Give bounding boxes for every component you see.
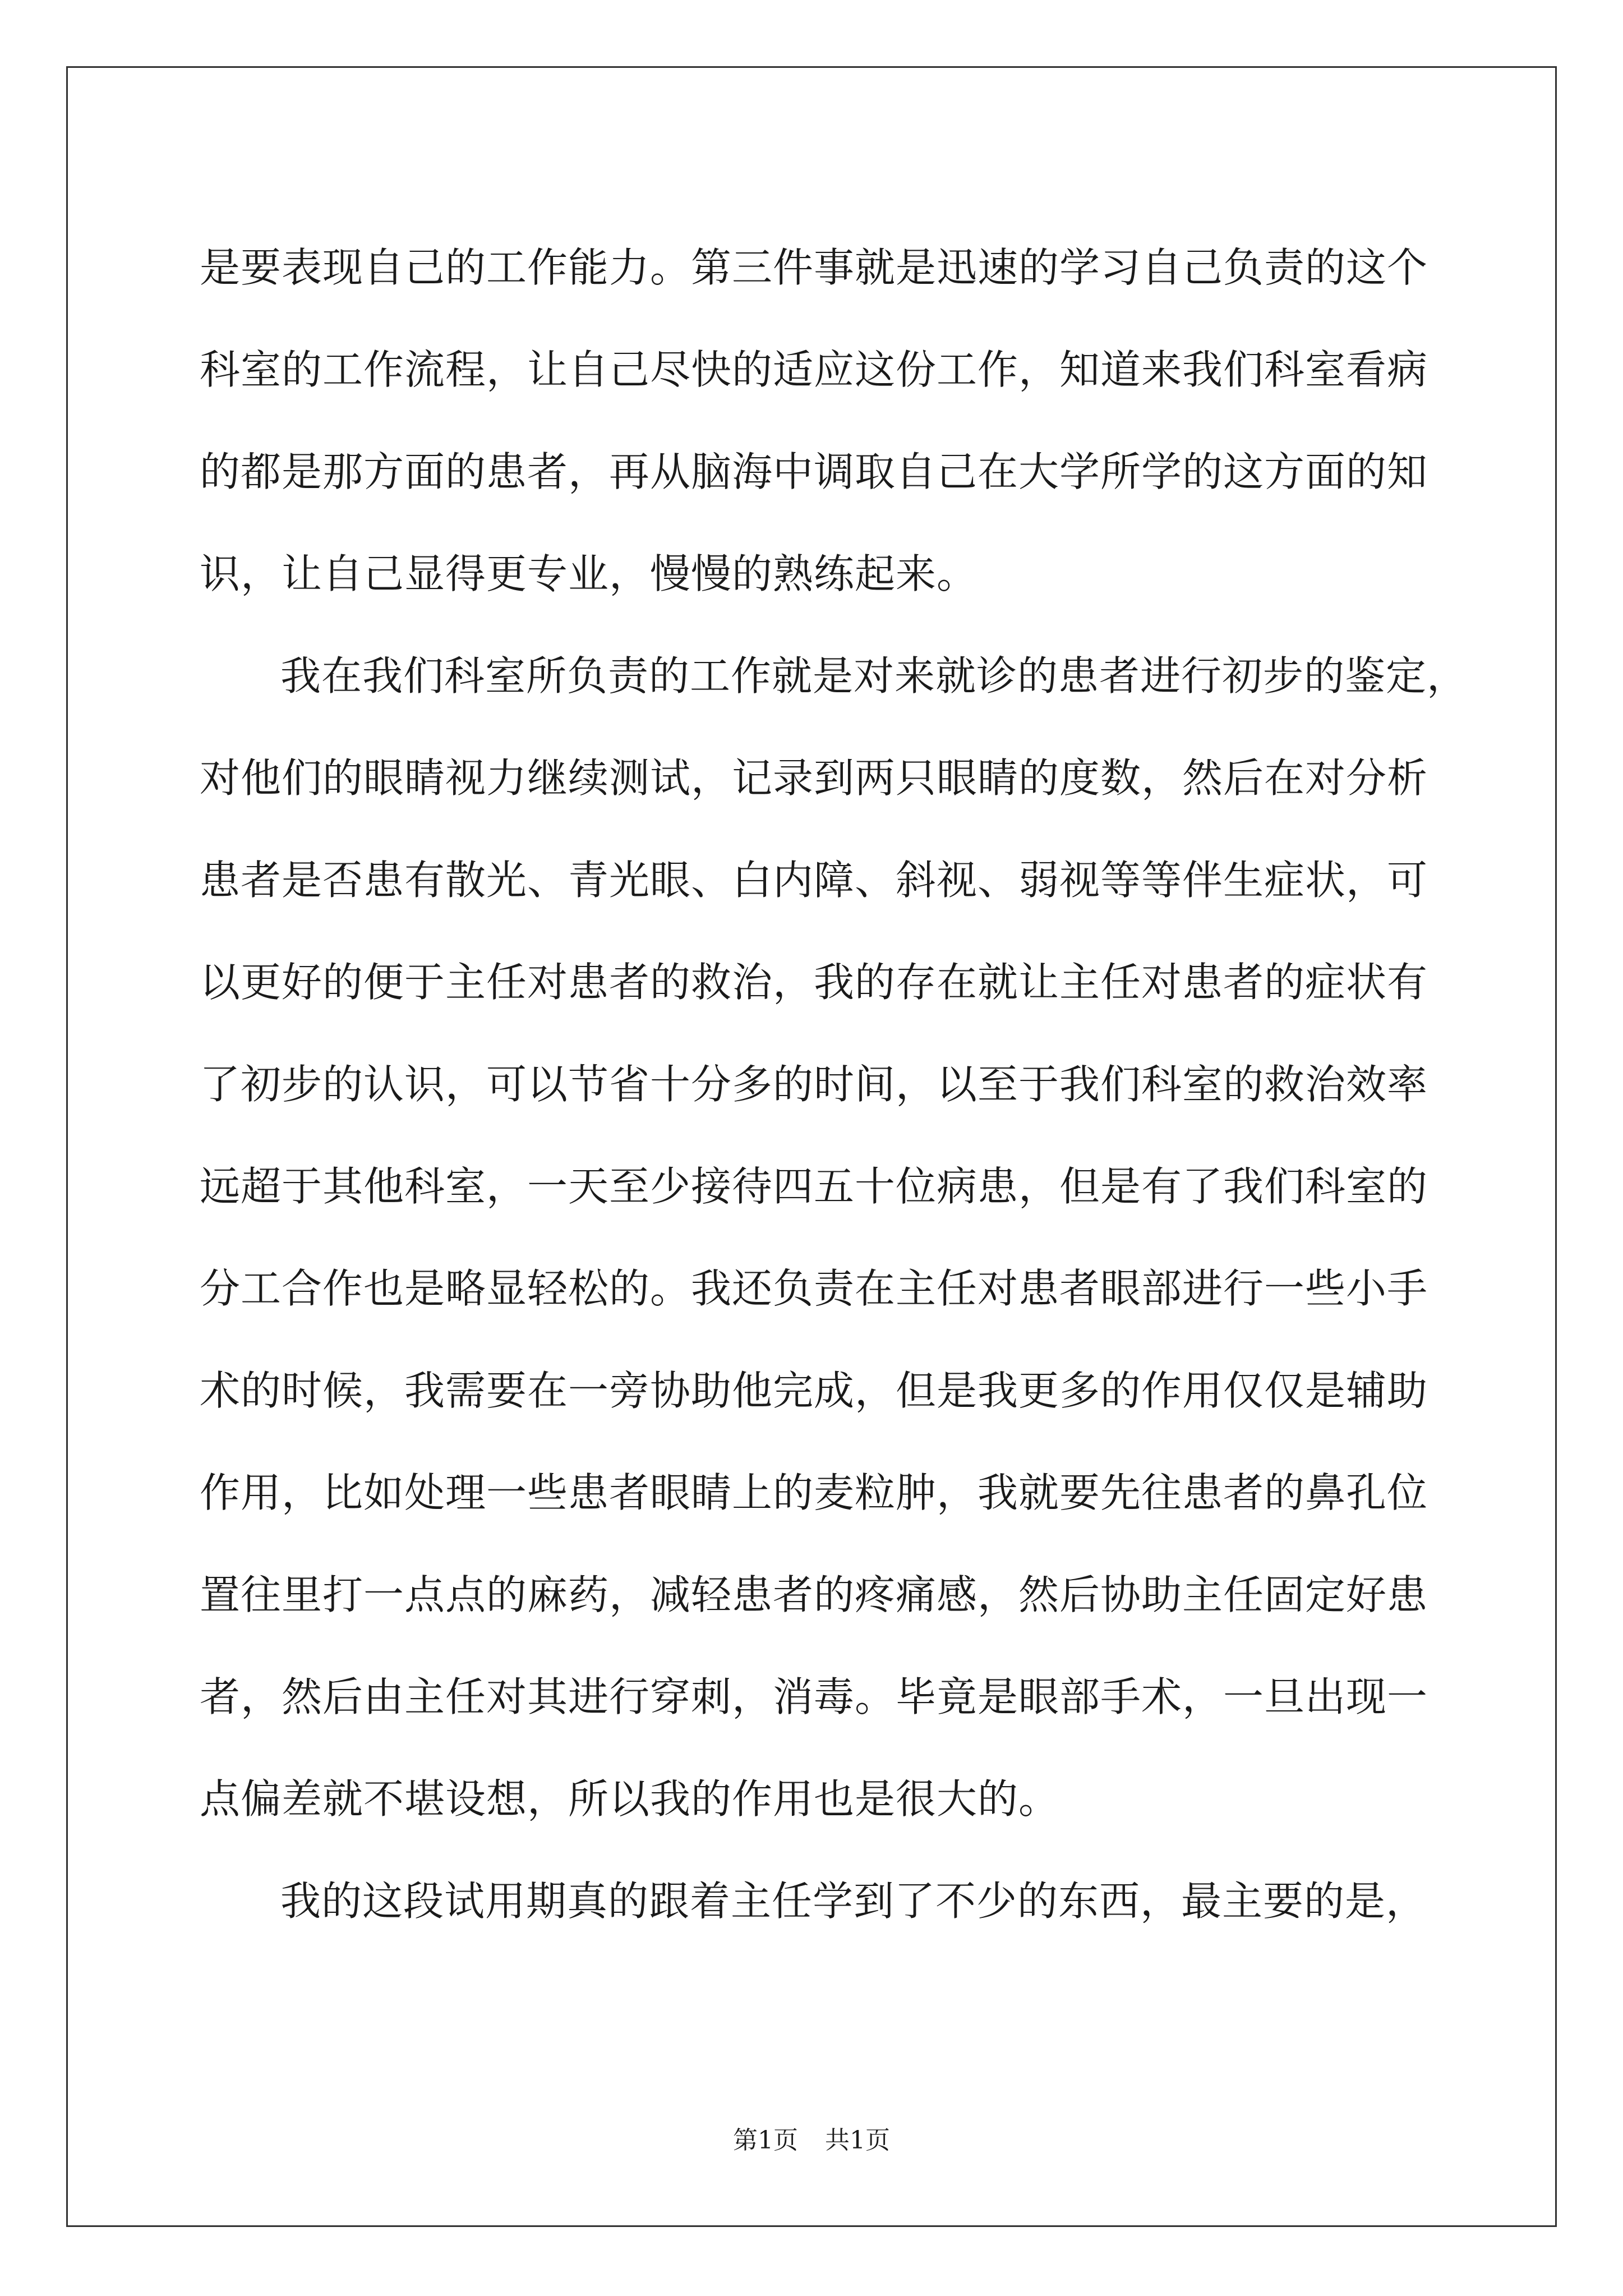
- text-line: 作用，比如处理一些患者眼睛上的麦粒肿，我就要先往患者的鼻孔位: [200, 1469, 1428, 1516]
- text-line: 了初步的认识，可以节省十分多的时间，以至于我们科室的救治效率: [200, 1061, 1428, 1108]
- text-line: 我的这段试用期真的跟着主任学到了不少的东西，最主要的是，: [280, 1878, 1427, 1925]
- page-number: 第1页: [733, 2126, 798, 2155]
- text-line: 点偏差就不堪设想，所以我的作用也是很大的。: [200, 1775, 1060, 1823]
- text-line: 分工合作也是略显轻松的。我还负责在主任对患者眼部进行一些小手: [200, 1265, 1428, 1312]
- text-line: 的都是那方面的患者，再从脑海中调取自己在大学所学的这方面的知: [200, 448, 1428, 495]
- text-line: 远超于其他科室，一天至少接待四五十位病患，但是有了我们科室的: [200, 1163, 1428, 1210]
- text-line: 者，然后由主任对其进行穿刺，消毒。毕竟是眼部手术，一旦出现一: [200, 1673, 1428, 1720]
- text-line: 置往里打一点点的麻药，减轻患者的疼痛感，然后协助主任固定好患: [200, 1571, 1428, 1618]
- text-line: 识，让自己显得更专业，慢慢的熟练起来。: [200, 550, 978, 597]
- text-line: 对他们的眼睛视力继续测试，记录到两只眼睛的度数，然后在对分析: [200, 754, 1428, 802]
- page-total: 共1页: [825, 2126, 890, 2155]
- text-line: 以更好的便于主任对患者的救治，我的存在就让主任对患者的症状有: [200, 959, 1428, 1006]
- document-body: [200, 217, 1468, 1952]
- text-line: 科室的工作流程，让自己尽快的适应这份工作，知道来我们科室看病: [200, 346, 1428, 393]
- text-line: 是要表现自己的工作能力。第三件事就是迅速的学习自己负责的这个: [200, 244, 1428, 291]
- page-footer: [0, 2124, 1623, 2157]
- text-line: 患者是否患有散光、青光眼、白内障、斜视、弱视等等伴生症状，可: [200, 857, 1428, 904]
- text-line: 我在我们科室所负责的工作就是对来就诊的患者进行初步的鉴定，: [280, 652, 1468, 700]
- text-line: 术的时候，我需要在一旁协助他完成，但是我更多的作用仅仅是辅助: [200, 1367, 1428, 1414]
